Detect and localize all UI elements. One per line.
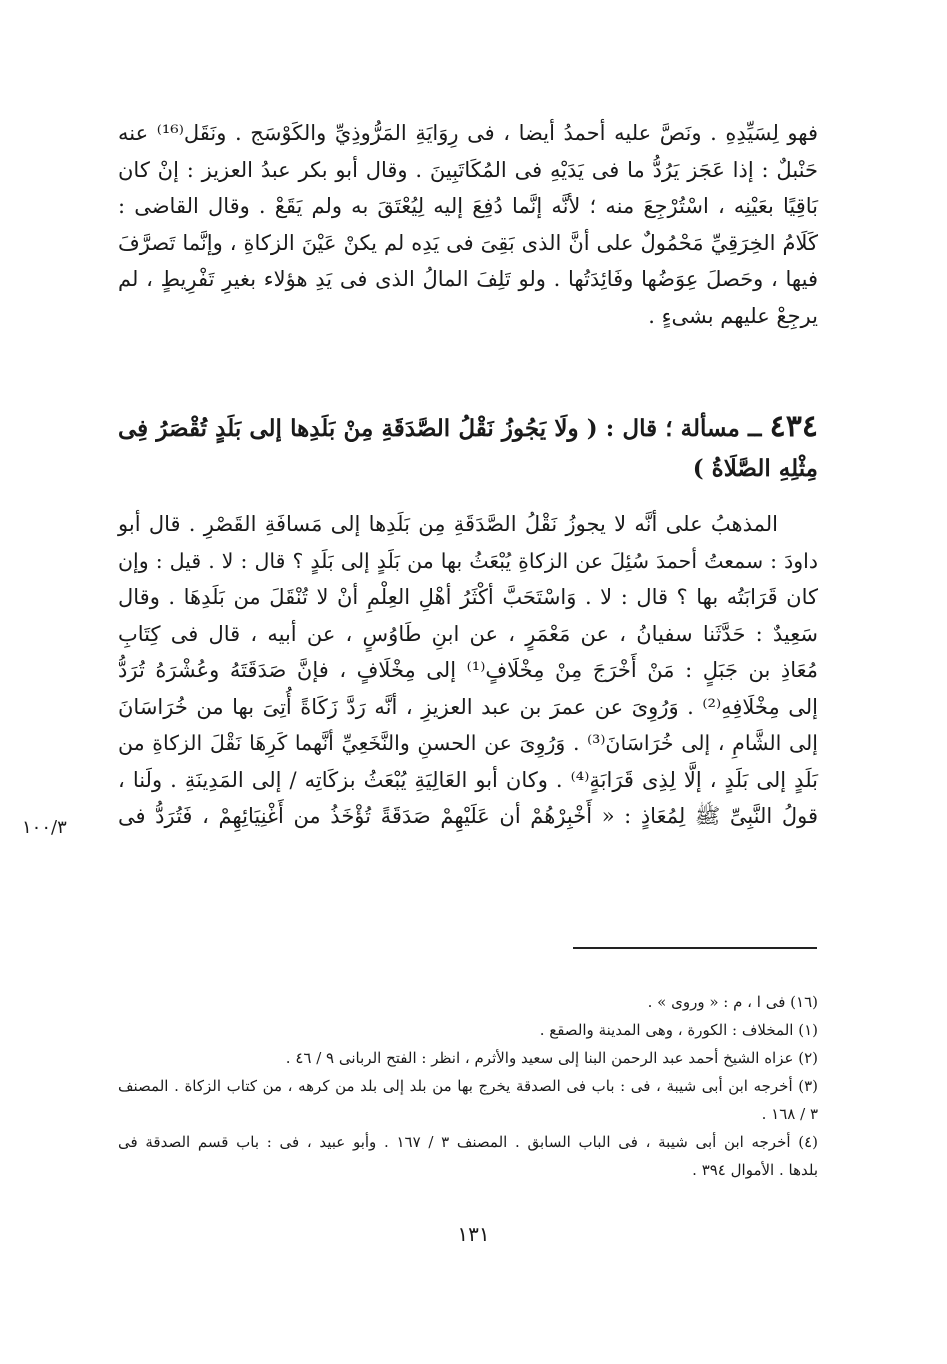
issue-heading-line xyxy=(118,407,818,449)
footnote: (١) المخلاف : الكورة ، وهى المدينة والصقع . xyxy=(539,1021,818,1039)
text-line: إلى مِخْلَافِهِ⁽²⁾ . وَرُوِىَ عن عمرَ بن عبد العزيزِ ، أنَّه رَدَّ زَكَاةً أُتِىَ بها من خُرَاسَانَ xyxy=(118,694,818,719)
text-line: حَنْبلٌ : إذا عَجَز يَرُدُّ ما فى يَدَيْهِ فى المُكَاتَبِينَ . وقال أبو بكر عبدُ العزيز : إنْ كان xyxy=(118,157,818,182)
body-paragraph xyxy=(118,506,818,835)
footnote: (٣) أخرجه ابن أبى شيبة ، فى : باب فى الصدقة يخرج بها من بلد إلى بلد من كرهه ، من كتاب الزكاة . المصنف xyxy=(118,1077,818,1095)
text-line: يرجِعْ عليهم بشىءٍ . xyxy=(648,303,818,328)
footnote: (٢) عزاه الشيخ أحمد عبد الرحمن البنا إلى سعيد والأثرم ، انظر : الفتح الربانى ٩ / ٤٦ . xyxy=(285,1049,818,1067)
text-line: إلى الشَّامِ ، إلى خُرَاسَانَ⁽³⁾ . وَرُوِىَ عن الحسنِ والنَّخَعِيِّ أنَّهما كَرِهَا نَقْلَ الزكاةِ من xyxy=(118,731,818,755)
text-line: سَعِيدٌ : حَدَّثَنا سفيانُ ، عن مَعْمَرٍ ، عن ابنِ طَاوُسٍ ، عن أبيه ، قال فى كِتَابِ xyxy=(118,621,818,646)
margin-reference: ١٠٠/٣ xyxy=(22,817,67,838)
text-line: المذهبُ على أنَّه لا يجوزُ نَقْلُ الصَّدَقَةِ مِن بَلَدِها إلى مَسافَةِ القَصْرِ . قال أبو xyxy=(118,512,778,536)
text-line: كَلَامُ الخِرَقِيِّ مَحْمُولٌ على أنَّ الذى بَقِىَ فى يَدِه لم يكنْ عَيْنَ الزكاةِ ، وإنَّما تَصرَّفَ xyxy=(118,230,818,255)
footnote-continuation: بلدها . الأموال ٣٩٤ . xyxy=(692,1161,818,1179)
footnote: (٤) أخرجه ابن أبى شيبة ، فى الباب السابق . المصنف ٣ / ١٦٧ . وأبو عبيد ، فى : باب قسم الصدقة فى xyxy=(118,1133,818,1151)
text-line: فيها ، وحَصلَ عِوَضُها وفَائِدَتُها . ولو تَلِفَ المالُ الذى فى يَدِ هؤلاء بغيرِ تَفْرِيطٍ ، لم xyxy=(118,267,818,291)
issue-title: ــ مسألة ؛ قال : ( ولَا يَجُوزُ نَقْلُ الصَّدَقَةِ مِنْ بَلَدِها إلى بَلَدٍ تُقْصَرُ فِى xyxy=(118,415,770,442)
issue-number: ٤٣٤ xyxy=(769,409,818,444)
text-line: كان قَرَابَتُه بها ؟ قال : لا . وَاسْتَحَبَّ أكْثَرُ أهْلِ العِلْمِ أنْ لا تُنْقَلَ من بَلَدِهَا . وقال xyxy=(118,585,818,609)
issue-heading xyxy=(118,407,818,489)
page-number: ١٣١ xyxy=(457,1222,490,1246)
footnotes xyxy=(118,988,818,1184)
issue-heading-line-2: مِثْلِهِ الصَّلَاةُ ) xyxy=(692,455,818,482)
text-line: قولُ النَّبِىِّ ﷺ لِمُعَاذٍ : « أَخْبِرْهُمْ أن عَلَيْهِمْ صَدَقَةً تُؤْخَذُ من أَغْنِيَائِهِمْ ، فَتُرَدُّ فى xyxy=(118,804,818,828)
text-line: داودَ : سمعتُ أحمدَ سُئِلَ عن الزكاةِ يُبْعَثُ بها من بَلَدٍ إلى بَلَدٍ ؟ قال : لا . قيل : وإن xyxy=(118,548,818,573)
text-line: مُعَاذِ بن جَبَلٍ : مَنْ أَخْرَجَ مِنْ مِخْلَافٍ⁽¹⁾ إلى مِخْلَافٍ ، فإنَّ صَدَقَتَهُ وعُشْرَهُ تُرَدُّ xyxy=(118,658,818,682)
text-line: بَلَدٍ إلى بَلَدٍ ، إلَّا لِذِى قَرَابَةٍ⁽⁴⁾ . وكان أبو العَالِيَةِ يُبْعَثُ بزكَاتِه / إلى المَدِينَةِ . ولَنا ، xyxy=(118,767,818,792)
footnote-continuation: ٣ / ١٦٨ . xyxy=(761,1105,818,1123)
footnote: (١٦) فى ا ، م : « وروى » . xyxy=(647,993,818,1011)
text-line: فهو لِسَيِّدِهِ . ونَصَّ عليه أحمدُ أيضا ، فى رِوَايَةِ المَرُّوذِيِّ والكَوْسَج . ونَقَل⁽¹⁶⁾ عنه xyxy=(118,121,818,145)
text-line: بَاقِيًا بعَيْنِه ، اسْتُرْجِعَ منه ؛ لأنَّه إنَّما دُفِعَ إليه لِيُعْتَقَ به ولم يَقَعْ . وقال القاضى : xyxy=(118,194,818,218)
footnote-separator xyxy=(573,947,817,949)
intro-paragraph xyxy=(118,115,818,334)
